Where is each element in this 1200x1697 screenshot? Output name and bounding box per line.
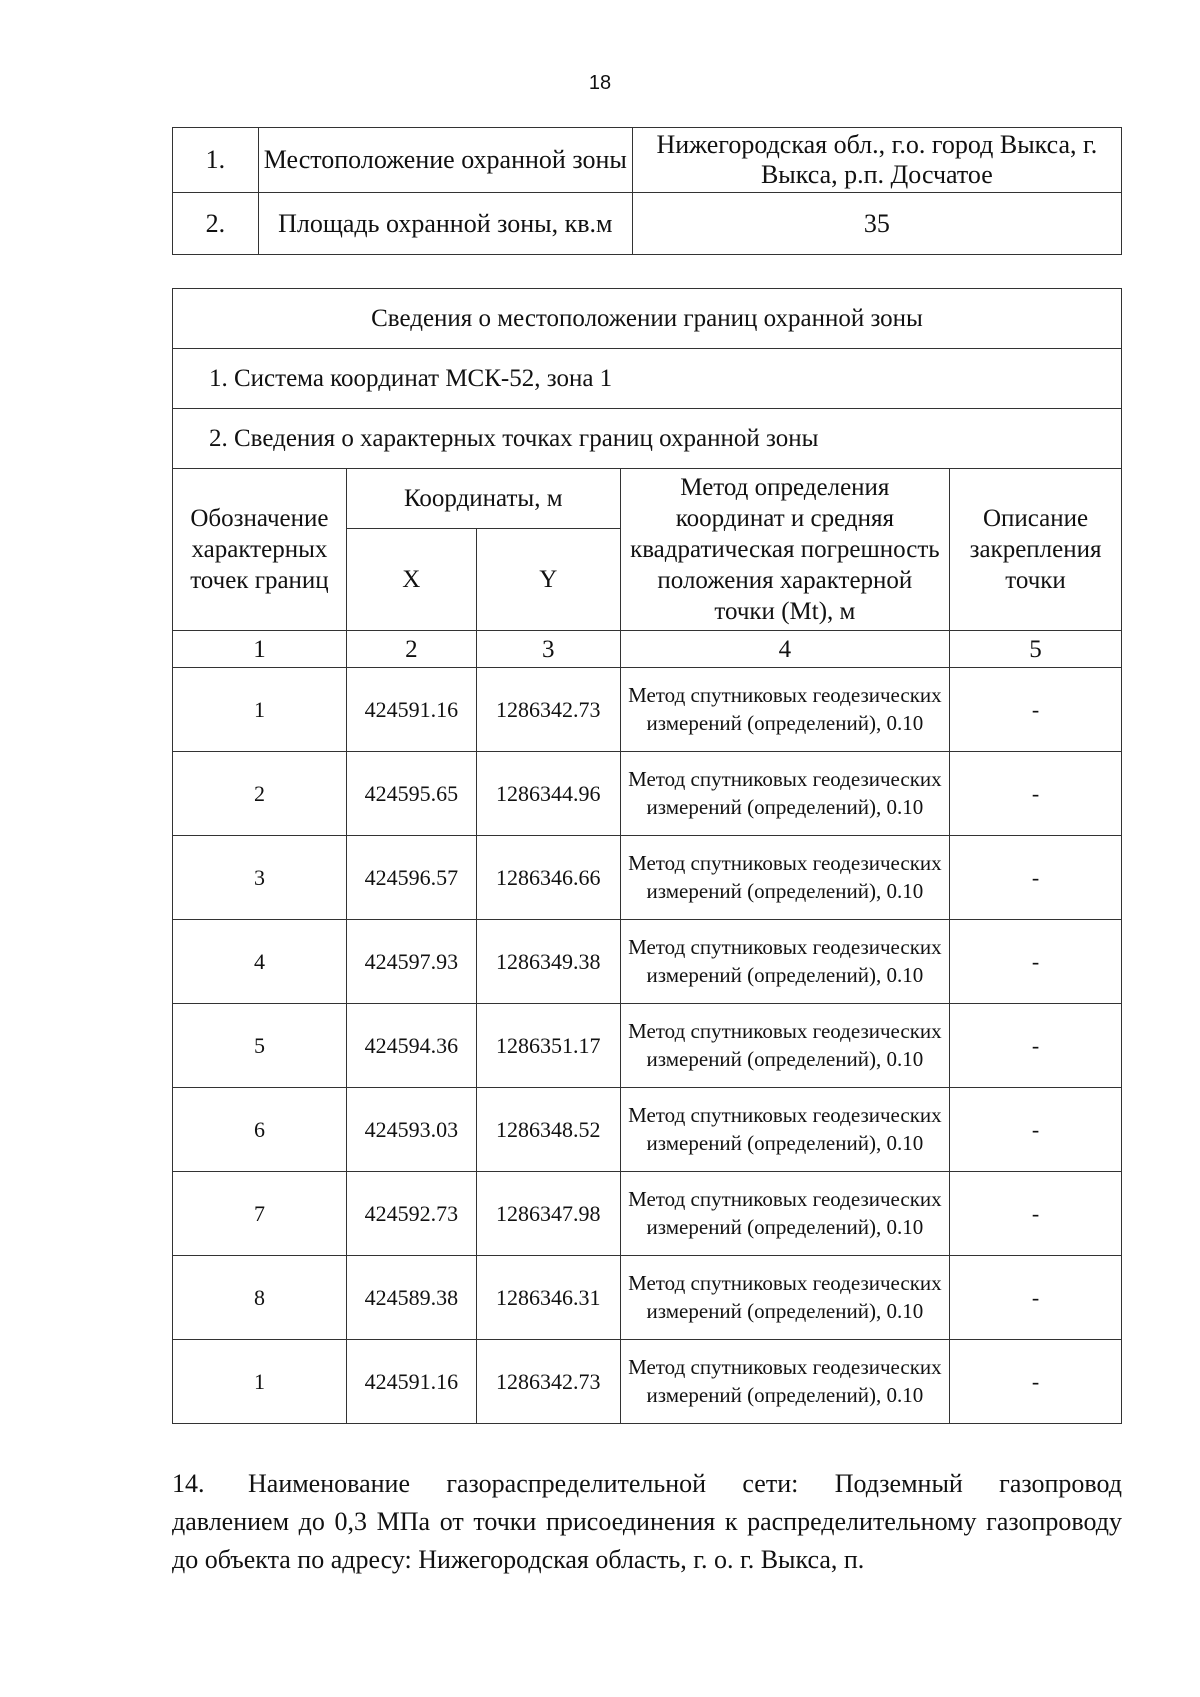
system-row [173, 349, 1122, 409]
point-fixing: - [950, 836, 1122, 920]
point-fixing: - [950, 752, 1122, 836]
header-row [173, 469, 1122, 529]
table-row [173, 1088, 1122, 1172]
coordinates-table [172, 288, 1122, 1424]
point-number: 5 [173, 1004, 347, 1088]
point-number: 1 [173, 1340, 347, 1424]
point-y: 1286346.66 [476, 836, 620, 920]
point-y: 1286349.38 [476, 920, 620, 1004]
point-fixing: - [950, 1256, 1122, 1340]
point-y: 1286348.52 [476, 1088, 620, 1172]
table-title: Сведения о местоположении границ охранной зоны [173, 289, 1122, 349]
point-method: Метод спутниковых геодезических измерений (определений), 0.10 [620, 1004, 949, 1088]
point-method: Метод спутниковых геодезических измерений (определений), 0.10 [620, 1172, 949, 1256]
table-title-row [173, 289, 1122, 349]
section-paragraph [172, 1465, 1122, 1579]
point-y: 1286347.98 [476, 1172, 620, 1256]
table-row [173, 1004, 1122, 1088]
point-fixing: - [950, 1340, 1122, 1424]
point-method: Метод спутниковых геодезических измерений (определений), 0.10 [620, 1256, 949, 1340]
point-x: 424595.65 [346, 752, 476, 836]
column-number: 5 [950, 631, 1122, 668]
header-coordinates: Координаты, м [346, 469, 620, 529]
row-label: Площадь охранной зоны, кв.м [258, 193, 632, 255]
row-label: Местоположение охранной зоны [258, 128, 632, 193]
point-y: 1286344.96 [476, 752, 620, 836]
column-number: 2 [346, 631, 476, 668]
point-y: 1286342.73 [476, 668, 620, 752]
column-number: 1 [173, 631, 347, 668]
point-y: 1286346.31 [476, 1256, 620, 1340]
row-number: 1. [173, 128, 259, 193]
column-number: 4 [620, 631, 949, 668]
point-method: Метод спутниковых геодезических измерений (определений), 0.10 [620, 920, 949, 1004]
point-method: Метод спутниковых геодезических измерений (определений), 0.10 [620, 836, 949, 920]
row-value: Нижегородская обл., г.о. город Выкса, г. Выкса, р.п. Досчатое [632, 128, 1121, 193]
header-y: Y [476, 529, 620, 631]
table-row [173, 193, 1122, 255]
point-x: 424594.36 [346, 1004, 476, 1088]
point-number: 6 [173, 1088, 347, 1172]
table-row [173, 836, 1122, 920]
point-x: 424596.57 [346, 836, 476, 920]
header-x: X [346, 529, 476, 631]
table-row [173, 1172, 1122, 1256]
paragraph-number: 14. [172, 1469, 205, 1498]
point-number: 3 [173, 836, 347, 920]
table-row [173, 1256, 1122, 1340]
row-number: 2. [173, 193, 259, 255]
point-fixing: - [950, 668, 1122, 752]
paragraph-text: Наименование газораспределительной сети: Подземный газопровод давлением до 0,3 МПа от точки присоединения к распределительному газопроводу до объекта по адресу: Нижегородская область, г. о. г. Выкса, п. [172, 1469, 1122, 1574]
points-caption-row [173, 409, 1122, 469]
point-method: Метод спутниковых геодезических измерений (определений), 0.10 [620, 752, 949, 836]
point-fixing: - [950, 1088, 1122, 1172]
column-numbers-row [173, 631, 1122, 668]
point-method: Метод спутниковых геодезических измерений (определений), 0.10 [620, 1340, 949, 1424]
point-x: 424592.73 [346, 1172, 476, 1256]
point-number: 4 [173, 920, 347, 1004]
point-fixing: - [950, 920, 1122, 1004]
point-y: 1286351.17 [476, 1004, 620, 1088]
point-number: 2 [173, 752, 347, 836]
point-x: 424597.93 [346, 920, 476, 1004]
point-number: 1 [173, 668, 347, 752]
table-row [173, 128, 1122, 193]
point-number: 7 [173, 1172, 347, 1256]
point-method: Метод спутниковых геодезических измерений (определений), 0.10 [620, 668, 949, 752]
point-x: 424591.16 [346, 1340, 476, 1424]
point-x: 424591.16 [346, 668, 476, 752]
point-number: 8 [173, 1256, 347, 1340]
table-row [173, 752, 1122, 836]
row-value: 35 [632, 193, 1121, 255]
page-number: 18 [588, 72, 612, 94]
table-row [173, 668, 1122, 752]
table-row [173, 920, 1122, 1004]
zone-info-table [172, 127, 1122, 255]
table-row [173, 1340, 1122, 1424]
points-caption: 2. Сведения о характерных точках границ охранной зоны [173, 409, 1122, 469]
point-x: 424589.38 [346, 1256, 476, 1340]
header-designation: Обозначение характерных точек границ [173, 469, 347, 631]
point-x: 424593.03 [346, 1088, 476, 1172]
point-fixing: - [950, 1172, 1122, 1256]
point-y: 1286342.73 [476, 1340, 620, 1424]
column-number: 3 [476, 631, 620, 668]
point-method: Метод спутниковых геодезических измерений (определений), 0.10 [620, 1088, 949, 1172]
coordinate-system: 1. Система координат МСК-52, зона 1 [173, 349, 1122, 409]
header-method: Метод определения координат и средняя квадратическая погрешность положения характерной точки (Mt), м [620, 469, 949, 631]
header-fixing: Описание закрепления точки [950, 469, 1122, 631]
point-fixing: - [950, 1004, 1122, 1088]
